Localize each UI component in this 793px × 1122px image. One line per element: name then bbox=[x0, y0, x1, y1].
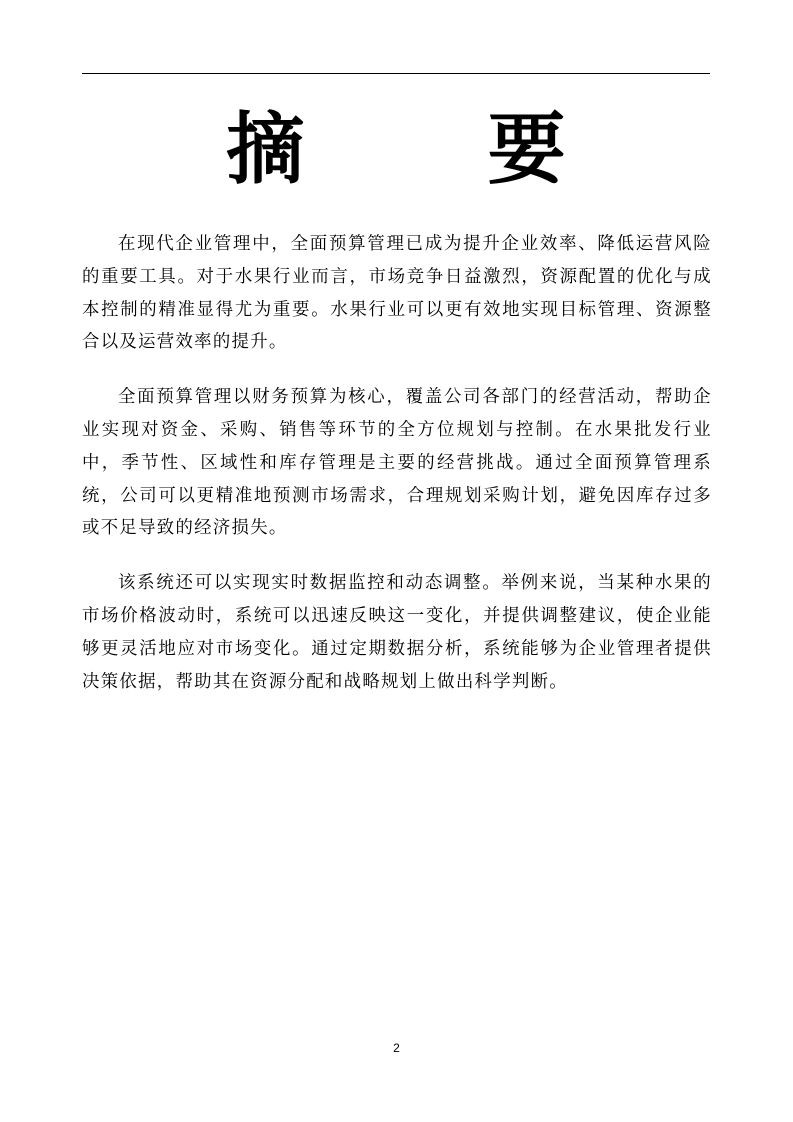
header-rule bbox=[82, 73, 710, 74]
page-title: 摘 要 bbox=[226, 104, 644, 195]
abstract-paragraph-3: 该系统还可以实现实时数据监控和动态调整。举例来说，当某种水果的市场价格波动时，系统可以迅速反映这一变化，并提供调整建议，使企业能够更灵活地应对市场变化。通过定期数据分析，系统能够为企业管理者提供决策依据，帮助其在资源分配和战略规划上做出科学判断。 bbox=[82, 573, 712, 692]
abstract-paragraph-2: 全面预算管理以财务预算为核心，覆盖公司各部门的经营活动，帮助企业实现对资金、采购、销售等环节的全方位规划与控制。在水果批发行业中，季节性、区域性和库存管理是主要的经营挑战。通过全面预算管理系统，公司可以更精准地预测市场需求，合理规划采购计划，避免因库存过多或不足导致的经济损失。 bbox=[82, 387, 712, 539]
abstract-body bbox=[82, 228, 712, 720]
page-number: 2 bbox=[393, 1041, 400, 1055]
abstract-paragraph-1: 在现代企业管理中，全面预算管理已成为提升企业效率、降低运营风险的重要工具。对于水果行业而言，市场竞争日益激烈，资源配置的优化与成本控制的精准显得尤为重要。水果行业可以更有效地实现目标管理、资源整合以及运营效率的提升。 bbox=[82, 234, 712, 353]
